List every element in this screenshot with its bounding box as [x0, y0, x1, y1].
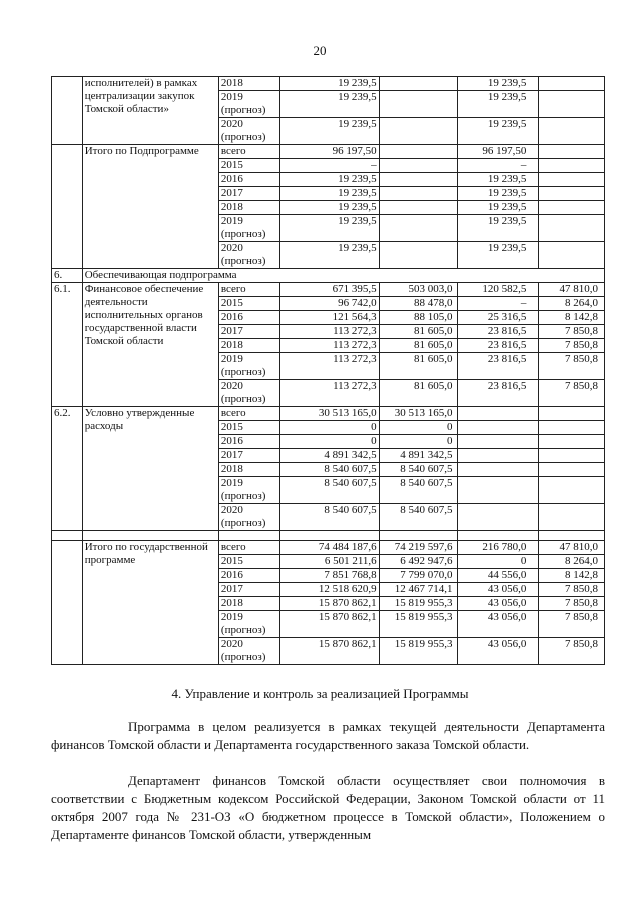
value-regional: 15 819 955,3	[379, 638, 457, 665]
spacer-cell	[218, 531, 279, 541]
value-federal: –	[457, 159, 539, 173]
value-other	[539, 187, 605, 201]
value-regional: 74 219 597,6	[379, 541, 457, 555]
row-year: 2020 (прогноз)	[218, 380, 279, 407]
value-other: 7 850,8	[539, 597, 605, 611]
row-number	[52, 77, 83, 145]
value-regional	[379, 173, 457, 187]
value-federal: 0	[457, 555, 539, 569]
value-other: 8 264,0	[539, 555, 605, 569]
budget-table	[51, 76, 605, 665]
spacer-cell	[280, 531, 379, 541]
value-regional: 30 513 165,0	[379, 407, 457, 421]
row-year: 2018	[218, 201, 279, 215]
page-number: 20	[313, 43, 327, 58]
value-federal: 19 239,5	[457, 173, 539, 187]
row-year: всего	[218, 283, 279, 297]
value-federal: 19 239,5	[457, 215, 539, 242]
value-other	[539, 242, 605, 269]
value-other: 7 850,8	[539, 583, 605, 597]
value-total: 0	[280, 435, 379, 449]
value-total: 8 540 607,5	[280, 463, 379, 477]
value-total: 7 851 768,8	[280, 569, 379, 583]
spacer-cell	[82, 531, 218, 541]
row-year: 2020 (прогноз)	[218, 504, 279, 531]
row-year: 2019 (прогноз)	[218, 91, 279, 118]
row-year: 2020 (прогноз)	[218, 638, 279, 665]
row-year: 2017	[218, 449, 279, 463]
value-other: 7 850,8	[539, 611, 605, 638]
row-year: 2016	[218, 311, 279, 325]
row-year: 2019 (прогноз)	[218, 611, 279, 638]
value-total: 19 239,5	[280, 242, 379, 269]
paragraph-1-text: Программа в целом реализуется в рамках текущей деятельности Департамента финансов Томской области и Департамента государственного заказа Томской области.	[51, 719, 605, 752]
row-number: 6.	[52, 269, 83, 283]
spacer-cell	[539, 531, 605, 541]
value-other	[539, 421, 605, 435]
value-total: 8 540 607,5	[280, 477, 379, 504]
row-year: 2017	[218, 187, 279, 201]
value-regional: 15 819 955,3	[379, 597, 457, 611]
row-year: 2017	[218, 583, 279, 597]
row-number	[52, 145, 83, 269]
value-regional: 81 605,0	[379, 339, 457, 353]
value-other: 7 850,8	[539, 325, 605, 339]
row-year: 2018	[218, 597, 279, 611]
value-regional: 6 492 947,6	[379, 555, 457, 569]
value-other	[539, 463, 605, 477]
value-regional: 4 891 342,5	[379, 449, 457, 463]
row-name: Финансовое обеспечение деятельности исполнительных органов государственной власти Томской области	[82, 283, 218, 407]
table-row	[52, 283, 605, 297]
row-year: 2016	[218, 435, 279, 449]
value-total: 4 891 342,5	[280, 449, 379, 463]
row-name: Итого по Подпрограмме	[82, 145, 218, 269]
table-row	[52, 145, 605, 159]
value-total: 6 501 211,6	[280, 555, 379, 569]
value-regional: 8 540 607,5	[379, 463, 457, 477]
value-federal: 23 816,5	[457, 325, 539, 339]
value-total: 19 239,5	[280, 118, 379, 145]
table-row	[52, 541, 605, 555]
value-federal	[457, 407, 539, 421]
value-regional: 8 540 607,5	[379, 504, 457, 531]
value-other	[539, 145, 605, 159]
row-name: Условно утвержденные расходы	[82, 407, 218, 531]
value-total: 96 742,0	[280, 297, 379, 311]
row-year: 2015	[218, 421, 279, 435]
row-number: 6.1.	[52, 283, 83, 407]
value-total: 19 239,5	[280, 187, 379, 201]
row-year: 2017	[218, 325, 279, 339]
value-regional: 0	[379, 435, 457, 449]
section-heading: 4. Управление и контроль за реализацией Программы	[171, 686, 469, 701]
value-federal: –	[457, 297, 539, 311]
value-total: 15 870 862,1	[280, 611, 379, 638]
value-total: 96 197,50	[280, 145, 379, 159]
value-federal: 19 239,5	[457, 201, 539, 215]
row-year: 2016	[218, 173, 279, 187]
value-federal: 23 816,5	[457, 339, 539, 353]
subprogram-row	[52, 269, 605, 283]
paragraph-2	[51, 772, 605, 844]
value-regional	[379, 145, 457, 159]
value-regional: 7 799 070,0	[379, 569, 457, 583]
value-total: 12 518 620,9	[280, 583, 379, 597]
row-year: всего	[218, 407, 279, 421]
value-federal: 96 197,50	[457, 145, 539, 159]
value-federal: 19 239,5	[457, 242, 539, 269]
value-other	[539, 173, 605, 187]
value-other: 7 850,8	[539, 638, 605, 665]
value-regional: 12 467 714,1	[379, 583, 457, 597]
value-regional	[379, 187, 457, 201]
value-other	[539, 118, 605, 145]
value-regional	[379, 242, 457, 269]
row-year: 2018	[218, 77, 279, 91]
value-regional	[379, 215, 457, 242]
value-regional: 81 605,0	[379, 353, 457, 380]
row-year: 2018	[218, 339, 279, 353]
value-total: 30 513 165,0	[280, 407, 379, 421]
value-regional: 0	[379, 421, 457, 435]
row-number: 6.2.	[52, 407, 83, 531]
value-regional	[379, 91, 457, 118]
value-other	[539, 91, 605, 118]
value-other: 8 142,8	[539, 569, 605, 583]
row-year: 2018	[218, 463, 279, 477]
value-other	[539, 504, 605, 531]
value-other: 8 264,0	[539, 297, 605, 311]
value-federal: 43 056,0	[457, 611, 539, 638]
table-row	[52, 407, 605, 421]
spacer-cell	[52, 531, 83, 541]
row-year: 2019 (прогноз)	[218, 353, 279, 380]
budget-table-body	[52, 77, 605, 665]
value-total: 113 272,3	[280, 353, 379, 380]
row-year: 2020 (прогноз)	[218, 242, 279, 269]
value-total: 15 870 862,1	[280, 638, 379, 665]
row-year: всего	[218, 541, 279, 555]
row-name: исполнителей) в рамках централизации закупок Томской области»	[82, 77, 218, 145]
value-federal: 19 239,5	[457, 118, 539, 145]
value-federal	[457, 435, 539, 449]
value-other	[539, 477, 605, 504]
value-federal: 19 239,5	[457, 91, 539, 118]
value-other	[539, 215, 605, 242]
value-total: 121 564,3	[280, 311, 379, 325]
value-federal: 25 316,5	[457, 311, 539, 325]
subprogram-label: Обеспечивающая подпрограмма	[82, 269, 604, 283]
row-year: 2015	[218, 159, 279, 173]
value-total: 19 239,5	[280, 173, 379, 187]
value-regional: 503 003,0	[379, 283, 457, 297]
value-total: 0	[280, 421, 379, 435]
value-federal: 120 582,5	[457, 283, 539, 297]
value-total: 19 239,5	[280, 201, 379, 215]
value-regional	[379, 201, 457, 215]
value-regional: 88 478,0	[379, 297, 457, 311]
value-regional: 8 540 607,5	[379, 477, 457, 504]
row-name: Итого по государственной программе	[82, 541, 218, 665]
value-total: –	[280, 159, 379, 173]
row-year: 2019 (прогноз)	[218, 477, 279, 504]
value-federal: 43 056,0	[457, 597, 539, 611]
row-number	[52, 541, 83, 665]
value-regional: 81 605,0	[379, 380, 457, 407]
row-year: 2019 (прогноз)	[218, 215, 279, 242]
value-federal	[457, 463, 539, 477]
value-total: 19 239,5	[280, 91, 379, 118]
value-regional	[379, 77, 457, 91]
row-year: всего	[218, 145, 279, 159]
spacer-row	[52, 531, 605, 541]
value-total: 74 484 187,6	[280, 541, 379, 555]
value-federal	[457, 421, 539, 435]
value-total: 19 239,5	[280, 77, 379, 91]
value-regional	[379, 159, 457, 173]
row-year: 2015	[218, 555, 279, 569]
value-other	[539, 159, 605, 173]
value-total: 113 272,3	[280, 339, 379, 353]
paragraph-1	[51, 718, 605, 754]
value-total: 15 870 862,1	[280, 597, 379, 611]
value-other	[539, 77, 605, 91]
value-other: 47 810,0	[539, 541, 605, 555]
value-federal: 19 239,5	[457, 77, 539, 91]
value-regional: 88 105,0	[379, 311, 457, 325]
value-total: 113 272,3	[280, 380, 379, 407]
value-regional: 15 819 955,3	[379, 611, 457, 638]
value-federal: 19 239,5	[457, 187, 539, 201]
row-year: 2015	[218, 297, 279, 311]
paragraph-2-text: Департамент финансов Томской области осуществляет свои полномочия в соответствии с Бюджетным кодексом Российской Федерации, Законом Томской области от 11 октября 2007 года № 231-ОЗ «О бюджетном процессе в Томской области», Положением о Департаменте финансов Томской области, утвержденным	[51, 773, 605, 842]
table-row	[52, 77, 605, 91]
value-federal: 43 056,0	[457, 638, 539, 665]
value-other: 47 810,0	[539, 283, 605, 297]
value-other: 8 142,8	[539, 311, 605, 325]
value-federal	[457, 449, 539, 463]
row-year: 2016	[218, 569, 279, 583]
value-regional: 81 605,0	[379, 325, 457, 339]
value-other	[539, 435, 605, 449]
spacer-cell	[457, 531, 539, 541]
value-other: 7 850,8	[539, 380, 605, 407]
value-regional	[379, 118, 457, 145]
value-federal	[457, 477, 539, 504]
value-total: 671 395,5	[280, 283, 379, 297]
value-other: 7 850,8	[539, 353, 605, 380]
value-total: 113 272,3	[280, 325, 379, 339]
value-other	[539, 407, 605, 421]
value-federal	[457, 504, 539, 531]
value-other	[539, 201, 605, 215]
spacer-cell	[379, 531, 457, 541]
value-federal: 43 056,0	[457, 583, 539, 597]
value-federal: 23 816,5	[457, 353, 539, 380]
value-total: 19 239,5	[280, 215, 379, 242]
value-other	[539, 449, 605, 463]
value-federal: 44 556,0	[457, 569, 539, 583]
value-federal: 23 816,5	[457, 380, 539, 407]
value-total: 8 540 607,5	[280, 504, 379, 531]
value-other: 7 850,8	[539, 339, 605, 353]
row-year: 2020 (прогноз)	[218, 118, 279, 145]
value-federal: 216 780,0	[457, 541, 539, 555]
